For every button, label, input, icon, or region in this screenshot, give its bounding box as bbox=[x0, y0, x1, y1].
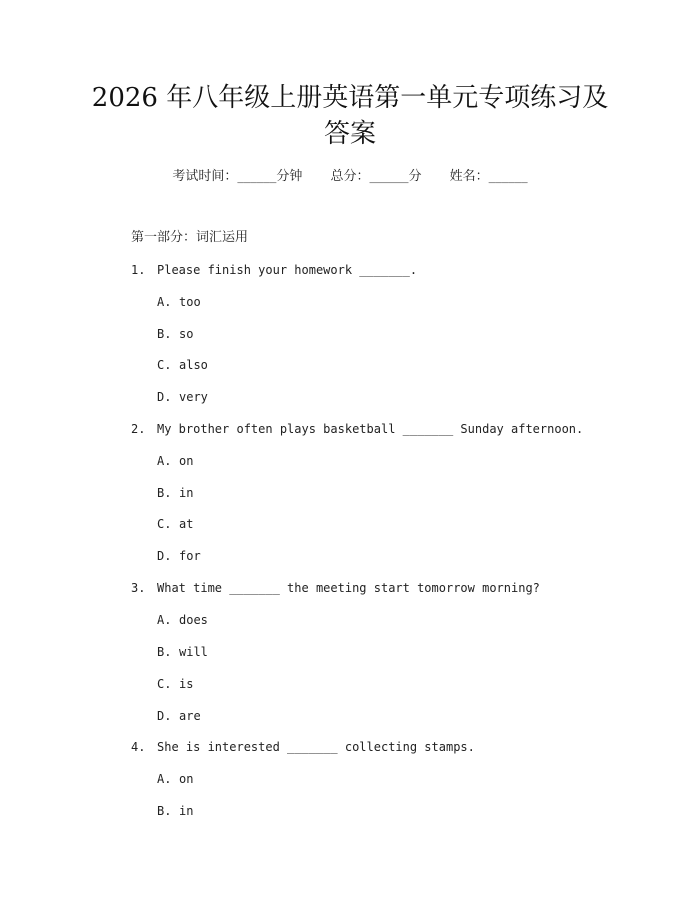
question-2 bbox=[131, 421, 583, 437]
option-text: on bbox=[179, 772, 194, 786]
option-text: in bbox=[179, 486, 194, 500]
option-letter: C. bbox=[157, 358, 172, 372]
option-letter: C. bbox=[157, 517, 172, 531]
option-letter: C. bbox=[157, 677, 172, 691]
option-1a bbox=[157, 294, 201, 310]
student-name-field: 姓名：______ bbox=[449, 169, 528, 184]
question-number: 3. bbox=[131, 581, 146, 595]
question-text: My brother often plays basketball _______ Sunday afternoon. bbox=[157, 422, 584, 436]
option-letter: B. bbox=[157, 327, 172, 341]
option-letter: B. bbox=[157, 486, 172, 500]
option-text: is bbox=[179, 677, 194, 691]
question-1 bbox=[131, 262, 417, 278]
option-4b bbox=[157, 803, 193, 819]
option-text: on bbox=[179, 454, 194, 468]
option-text: very bbox=[179, 390, 208, 404]
question-number: 2. bbox=[131, 422, 146, 436]
option-letter: A. bbox=[157, 772, 172, 786]
option-4a bbox=[157, 771, 193, 787]
option-text: does bbox=[179, 613, 208, 627]
option-2c bbox=[157, 516, 193, 532]
option-3a bbox=[157, 612, 208, 628]
question-4 bbox=[131, 739, 475, 755]
option-text: at bbox=[179, 517, 194, 531]
option-3c bbox=[157, 676, 193, 692]
title-line-2: 答案 bbox=[323, 119, 376, 149]
option-letter: D. bbox=[157, 709, 172, 723]
question-number: 4. bbox=[131, 740, 146, 754]
option-2b bbox=[157, 485, 193, 501]
exam-time-field: 考试时间：______分钟 bbox=[172, 169, 303, 184]
question-text: She is interested _______ collecting stamps. bbox=[157, 740, 475, 754]
option-text: for bbox=[179, 549, 201, 563]
title-line-1: 2026 年八年级上册英语第一单元专项练习及 bbox=[91, 83, 609, 113]
total-score-field: 总分：______分 bbox=[330, 169, 422, 184]
option-3b bbox=[157, 644, 208, 660]
option-1b bbox=[157, 326, 193, 342]
option-text: in bbox=[179, 804, 194, 818]
option-letter: A. bbox=[157, 613, 172, 627]
option-letter: A. bbox=[157, 454, 172, 468]
option-letter: B. bbox=[157, 645, 172, 659]
option-2d bbox=[157, 548, 201, 564]
option-letter: D. bbox=[157, 549, 172, 563]
option-text: are bbox=[179, 709, 201, 723]
option-letter: A. bbox=[157, 295, 172, 309]
question-text: What time _______ the meeting start tomorrow morning? bbox=[157, 581, 540, 595]
option-2a bbox=[157, 453, 193, 469]
question-3 bbox=[131, 580, 540, 596]
option-text: too bbox=[179, 295, 201, 309]
option-1c bbox=[157, 357, 208, 373]
option-3d bbox=[157, 708, 201, 724]
question-text: Please finish your homework _______. bbox=[157, 263, 418, 277]
page-title bbox=[0, 80, 700, 152]
option-letter: B. bbox=[157, 804, 172, 818]
section-title: 第一部分：词汇运用 bbox=[131, 230, 249, 245]
option-text: also bbox=[179, 358, 208, 372]
exam-info bbox=[0, 168, 700, 186]
option-letter: D. bbox=[157, 390, 172, 404]
option-text: will bbox=[179, 645, 208, 659]
option-1d bbox=[157, 389, 208, 405]
option-text: so bbox=[179, 327, 194, 341]
question-number: 1. bbox=[131, 263, 146, 277]
